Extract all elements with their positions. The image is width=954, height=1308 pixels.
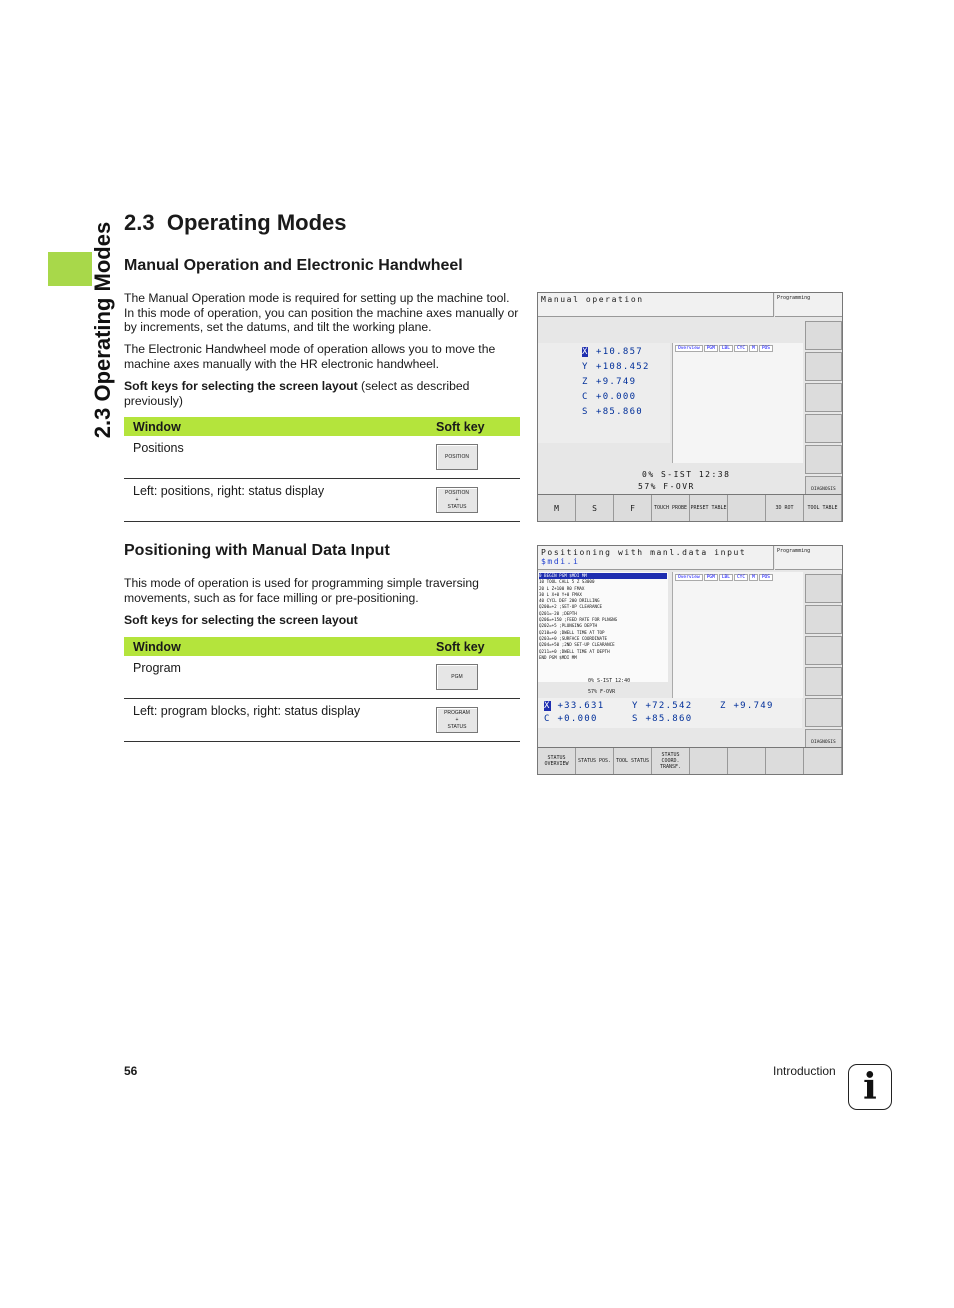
softkey-cell [427, 436, 520, 479]
vertical-softkey[interactable] [805, 636, 842, 665]
col-window: Window [124, 637, 427, 656]
axis-label: Y [582, 362, 589, 372]
page-forward-softkey[interactable] [804, 748, 842, 774]
tool-table-softkey[interactable]: TOOL TABLE [804, 495, 842, 521]
softkey-cell [427, 656, 520, 699]
program-line[interactable]: 0 BEGIN PGM $MDI MM [539, 573, 667, 579]
program-line[interactable]: 10 TOOL CALL 5 Z S3000 [539, 579, 595, 585]
col-window: Window [124, 417, 427, 436]
program-line[interactable]: Q201=-20 ;DEPTH [539, 610, 577, 616]
axis-value: +33.631 [557, 701, 605, 711]
empty-softkey[interactable] [728, 495, 766, 521]
axis-value: +72.542 [645, 701, 693, 711]
status-tab[interactable]: PGM [704, 574, 718, 581]
position-status-softkey[interactable] [436, 487, 478, 513]
manual-heading: Manual Operation and Electronic Handwheel [124, 257, 463, 274]
s-softkey[interactable]: S [576, 495, 614, 521]
screen-title-text: Positioning with manl.data input [541, 548, 747, 557]
window-cell: Left: positions, right: status display [124, 479, 427, 522]
status-line-2: 57% F-OVR [588, 689, 616, 695]
chapter-name: Introduction [773, 1064, 836, 1078]
axis-label: Z [582, 377, 589, 387]
axis-label: S [582, 407, 589, 417]
program-line[interactable]: Q203=+0 ;SURFACE COORDINATE [539, 635, 608, 641]
window-cell: Left: program blocks, right: status display [124, 699, 427, 742]
vertical-softkey[interactable] [805, 667, 842, 696]
softkeys-rest: (select as described previously) [124, 379, 470, 408]
status-line-1: 0% S-IST 12:38 [642, 470, 731, 479]
axis-value: +0.000 [557, 714, 598, 724]
status-tab[interactable]: PGM [704, 345, 718, 352]
axis-value: +10.857 [596, 347, 644, 357]
vertical-softkey[interactable] [805, 574, 842, 603]
axis-row [582, 392, 636, 402]
axis-row [582, 407, 643, 417]
side-tab-marker [48, 252, 92, 286]
page-number: 56 [124, 1064, 138, 1078]
section-heading [124, 210, 347, 236]
status-tab[interactable]: LBL [719, 574, 733, 581]
axis-row [582, 347, 643, 357]
info-icon: i [848, 1064, 892, 1110]
horizontal-softkey-bar [538, 494, 842, 521]
axis-row [582, 362, 650, 372]
program-line[interactable]: 40 CYCL DEF 200 DRILLING [539, 598, 600, 604]
status-tab[interactable]: CYC [734, 574, 748, 581]
table-row [124, 656, 520, 699]
screen-title: Manual operation [538, 293, 774, 317]
mdi-softkey-table [124, 637, 520, 742]
status-tab[interactable]: LBL [719, 345, 733, 352]
m-softkey[interactable]: M [538, 495, 576, 521]
mdi-heading: Positioning with Manual Data Input [124, 542, 390, 559]
axis-label: Z [720, 701, 727, 711]
axis-row [632, 714, 692, 724]
axis-label: Y [632, 701, 639, 711]
program-line[interactable]: Q210=+0 ;DWELL TIME AT TOP [539, 629, 605, 635]
manual-para1: The Manual Operation mode is required for setting up the machine tool. In this mode of operation, you can position the machine axes manually or by increments, set the datums, and tilt the working plane. [124, 291, 519, 334]
empty-softkey[interactable] [728, 748, 766, 774]
f-softkey[interactable]: F [614, 495, 652, 521]
vertical-softkey[interactable] [805, 321, 842, 350]
section-number: 2.3 [124, 210, 155, 235]
axis-row [632, 701, 692, 711]
softkey-label: STATUS [447, 723, 467, 730]
manual-para2: The Electronic Handwheel mode of operation allows you to move the machine axes manually with the HR electronic handwheel. [124, 342, 496, 371]
status-line-1: 0% S-IST 12:40 [588, 678, 631, 684]
col-softkey: Soft key [427, 417, 520, 436]
side-chapter-title: 2.3 Operating Modes [90, 221, 115, 439]
preset-table-softkey[interactable]: PRESET TABLE [690, 495, 728, 521]
touch-probe-softkey[interactable]: TOUCH PROBE [652, 495, 690, 521]
axis-row [720, 701, 774, 711]
axis-label: C [582, 392, 589, 402]
status-tab[interactable]: CYC [734, 345, 748, 352]
axis-value: +85.860 [645, 714, 693, 724]
status-panel [672, 343, 803, 463]
axis-row [544, 701, 604, 711]
axis-value: +9.749 [733, 701, 774, 711]
diagnosis-softkey[interactable]: DIAGNOSIS [805, 729, 842, 756]
vertical-softkey[interactable] [805, 414, 842, 443]
status-tabs [673, 343, 803, 354]
pgm-softkey[interactable] [436, 664, 478, 690]
vertical-softkey[interactable] [805, 698, 842, 727]
program-status-softkey[interactable] [436, 707, 478, 733]
status-tab[interactable]: POS [759, 345, 773, 352]
axis-value: +0.000 [596, 392, 637, 402]
softkey-cell [427, 699, 520, 742]
screen-mode: Programming [775, 546, 842, 570]
axis-row [544, 714, 598, 724]
softkey-label: + [455, 496, 459, 503]
softkey-label: + [455, 716, 459, 723]
page-back-softkey[interactable] [766, 748, 804, 774]
axis-value: +108.452 [596, 362, 650, 372]
vertical-softkey-bar [805, 321, 842, 493]
program-line[interactable]: Q202=+5 ;PLUNGING DEPTH [539, 623, 597, 629]
screen-title [538, 546, 774, 570]
tool-status-softkey[interactable]: TOOL STATUS [614, 748, 652, 774]
manual-softkey-table [124, 417, 520, 522]
program-line[interactable]: 30 L X+0 Y+0 FMAX [539, 591, 582, 597]
axis-display [538, 698, 802, 728]
program-line[interactable]: Q204=+50 ;2ND SET-UP CLEARANCE [539, 642, 615, 648]
col-softkey: Soft key [427, 637, 520, 656]
program-line[interactable]: END PGM $MDI MM [539, 654, 577, 660]
softkey-label: STATUS [447, 503, 467, 510]
program-line[interactable]: Q200=+2 ;SET-UP CLEARANCE [539, 604, 603, 610]
axis-value: +85.860 [596, 407, 644, 417]
vertical-softkey-bar [805, 574, 842, 746]
screen-file-name: $mdi.i [541, 557, 580, 566]
status-tab[interactable]: Overview [675, 574, 703, 581]
table-row [124, 436, 520, 479]
manual-softkeys-intro [124, 379, 522, 408]
window-cell: Positions [124, 436, 427, 479]
mdi-para: This mode of operation is used for programming simple traversing movements, such as for face milling or pre-positioning. [124, 576, 479, 605]
section-title: Operating Modes [166, 210, 347, 235]
axis-label: C [544, 714, 551, 724]
table-row [124, 699, 520, 742]
softkey-cell [427, 479, 520, 522]
program-line[interactable]: Q211=+0 ;DWELL TIME AT DEPTH [539, 648, 610, 654]
axis-label: X [582, 347, 589, 357]
table-row [124, 479, 520, 522]
screen-mode: Programming [775, 293, 842, 317]
status-panel [672, 572, 803, 698]
3d-rot-softkey[interactable]: 3D ROT [766, 495, 804, 521]
softkey-label: POSITION [445, 489, 469, 496]
program-line[interactable]: Q206=+150 ;FEED RATE FOR PLNGNG [539, 617, 618, 623]
softkey-label: PROGRAM [444, 709, 470, 716]
vertical-softkey[interactable] [805, 445, 842, 474]
position-softkey[interactable] [436, 444, 478, 470]
status-tab[interactable]: Overview [675, 345, 703, 352]
softkey-label: POSITION [445, 453, 469, 460]
mdi-softkeys-intro: Soft keys for selecting the screen layout [124, 613, 358, 627]
program-blocks [538, 572, 668, 682]
softkey-label: PGM [451, 673, 463, 680]
program-line[interactable]: 20 L Z+100 R0 FMAX [539, 585, 585, 591]
mdi-screenshot [537, 545, 843, 775]
status-tab[interactable]: POS [759, 574, 773, 581]
manual-operation-screenshot [537, 292, 843, 522]
status-overview-softkey[interactable]: STATUS OVERVIEW [538, 748, 576, 774]
status-tab[interactable]: M [749, 345, 758, 352]
axis-label: S [632, 714, 639, 724]
status-tab[interactable]: M [749, 574, 758, 581]
status-line-2: 57% F-OVR [638, 482, 695, 491]
axis-value: +9.749 [596, 377, 637, 387]
axis-label: X [544, 701, 551, 711]
horizontal-softkey-bar [538, 747, 842, 774]
empty-softkey[interactable] [690, 748, 728, 774]
vertical-softkey[interactable] [805, 605, 842, 634]
status-coord-transf-softkey[interactable]: STATUS COORD. TRANSF. [652, 748, 690, 774]
diagnosis-softkey[interactable]: DIAGNOSIS [805, 476, 842, 503]
window-cell: Program [124, 656, 427, 699]
softkeys-bold: Soft keys for selecting the screen layout [124, 379, 358, 393]
status-tabs [673, 572, 803, 583]
axis-row [582, 377, 636, 387]
vertical-softkey[interactable] [805, 383, 842, 412]
position-panel [538, 343, 670, 443]
status-pos-softkey[interactable]: STATUS POS. [576, 748, 614, 774]
vertical-softkey[interactable] [805, 352, 842, 381]
